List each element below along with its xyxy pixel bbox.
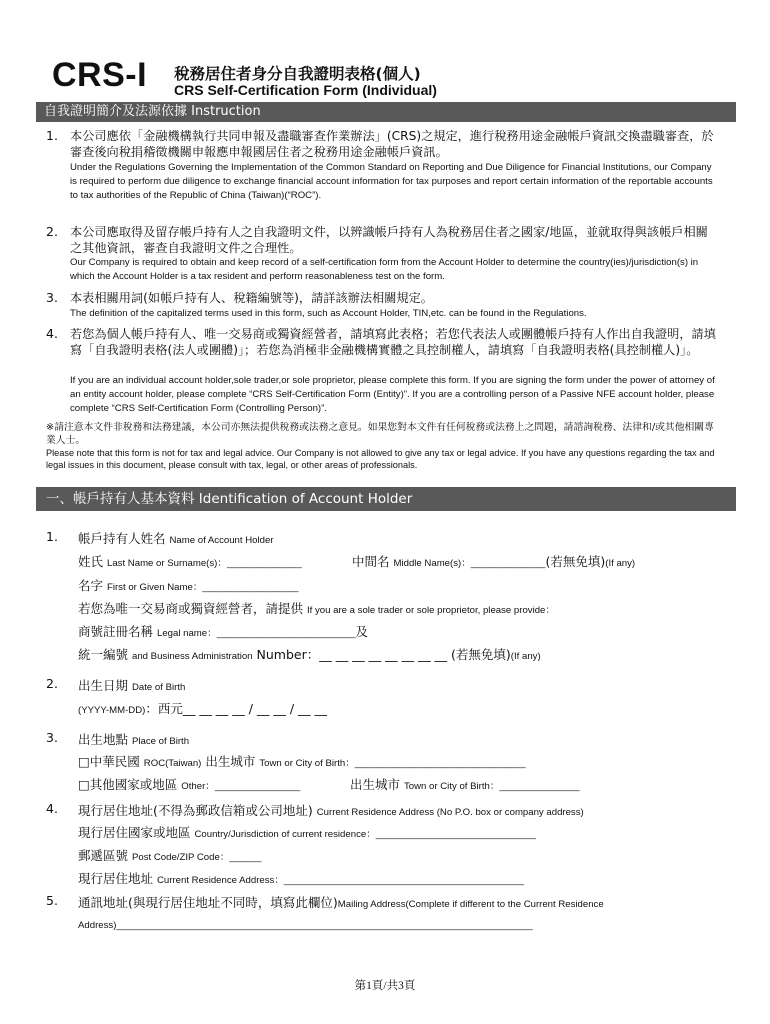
residence-address-field[interactable] [78,869,524,887]
mailing-address-field[interactable] [78,916,533,931]
instruction-header: 自我證明簡介及法源依據 Instruction [36,102,736,122]
instruction-item-1-en: Under the Regulations Governing the Implementation of the Common Standard on Reporting and Due Diligence for Financial Institutions, our Company is required to perform due diligence to exchange financial account information for tax purposes and report certain information of the reportable accounts to tax authorities of the Republic of China (Taiwan)(“ROC”). [70,162,713,201]
business-number-blank: Number：__ __ __ __ __ __ __ __ [256,647,448,662]
q2-number: 2. [46,676,58,691]
business-number-optional-zh: (若無免填) [451,647,511,662]
q3-number: 3. [46,730,58,745]
crs-logo: CRS-I [52,56,148,94]
residence-address-label-en: Current Residence Address：_____________________________________________ [157,875,525,886]
instruction-item-2-en: Our Company is required to obtain and keep record of a self-certification form from the Account Holder to determine the country(ies)/jurisdiction(s) in which the Account Holder is a tax resident and perform reasonableness test on the form. [70,257,699,282]
q2-label-en: Date of Birth [132,682,186,693]
legal-name-tail: 及 [355,624,368,639]
item-number: 3. [46,290,58,305]
q5-label-en: Mailing Address(Complete if different to the Current Residence [337,899,604,910]
date-of-birth-field[interactable] [78,699,327,717]
form-title-en: CRS Self-Certification Form (Individual) [174,82,437,98]
post-code-label-en: Post Code/ZIP Code：______ [132,852,262,863]
residence-country-field[interactable] [78,823,536,841]
roc-city-label-zh: 出生城市 [205,754,256,769]
middle-name-label-en: Middle Name(s)：______________ [393,558,546,569]
q2-label-zh: 出生日期 [78,678,129,693]
q4-label-en: Current Residence Address (No P.O. box or company address) [316,807,584,818]
page-number: 第1頁/共3頁 [354,980,416,992]
instruction-item-2-zh: 本公司應取得及留存帳戶持有人之自我證明文件，以辨識帳戶持有人為稅務居住者之國家/地區，並就取得與該帳戶相關之其他資訊，審查自我證明文件之合理性。 [70,225,708,255]
q1-label [78,529,274,547]
residence-address-label-zh: 現行居住地址 [78,871,154,886]
legal-name-field[interactable] [78,622,368,640]
birthplace-roc-option[interactable] [78,752,526,770]
item-number: 2. [46,224,58,239]
sole-trader-note [78,599,555,617]
middle-name-label-zh: 中間名 [352,554,390,569]
birthplace-other-option[interactable] [78,775,300,793]
section1-header: 一、帳戶持有人基本資料 Identification of Account Holder [36,487,736,511]
other-city-blank[interactable]: Town or City of Birth：_______________ [404,781,580,792]
roc-label-en: ROC(Taiwan) [143,758,202,769]
last-name-label-zh: 姓氏 [78,554,104,569]
q5-label-zh: 通訊地址(與現行居住地址不同時，填寫此欄位) [78,895,338,910]
other-city-field[interactable] [350,775,579,793]
legal-name-label-en: Legal name：__________________________ [157,628,356,639]
instruction-item-3-en: The definition of the capitalized terms used in this form, such as Account Holder, TIN,etc. can be found in the Regulations. [70,308,587,319]
post-code-field[interactable] [78,846,261,864]
legal-name-label-zh: 商號註冊名稱 [78,624,154,639]
item-number: 4. [46,326,58,341]
dob-blank: ：西元__ __ __ __ / __ __ / __ __ [145,701,328,716]
instruction-item-4-en: If you are an individual account holder,sole trader,or sole proprietor, please complete this form. If you are signing the form under the power of attorney of an entity account holder, please complete “CRS Self-Certification Form (Entity)”. If you are a controlling person of a Passive NFE account holder, please complete “CRS Self-Certification Form (Controlling Person)”. [70,375,715,414]
sole-trader-note-zh: 若您為唯一交易商或獨資經營者，請提供 [78,601,304,616]
instruction-item-3-zh: 本表相關用詞(如帳戶持有人、稅籍編號等)，請詳該辦法相關規定。 [70,291,433,305]
other-country-checkbox[interactable]: □其他國家或地區 [78,777,178,792]
q5-number: 5. [46,893,58,908]
first-name-field[interactable] [78,576,298,594]
q4-label [78,801,584,819]
last-name-label-en: Last Name or Surname(s)：______________ [107,558,302,569]
first-name-label-en: First or Given Name：__________________ [107,582,299,593]
instruction-item-4-zh: 若您為個人帳戶持有人、唯一交易商或獨資經營者，請填寫此表格；若您代表法人或團體帳戶持有人作出自我證明，請填寫「自我證明表格(法人或團體)」；若您為消極非金融機構實體之具控制權人，請填寫「自我證明表格(具控制權人)」。 [70,327,716,357]
mailing-address-blank[interactable]: Address)______________________________________________________________________________ [78,920,533,931]
business-number-optional-en: (If any) [510,651,541,662]
q2-label [78,676,185,694]
middle-name-optional-en: (If any) [605,558,636,569]
sole-trader-note-en: If you are a sole trader or sole proprietor, please provide： [307,605,555,616]
q3-label-en: Place of Birth [132,736,190,747]
form-title-zh: 稅務居住者身分自我證明表格(個人) [174,65,421,83]
instruction-item-1-zh: 本公司應依「金融機構執行共同申報及盡職審查作業辦法」(CRS)之規定，進行稅務用途金融帳戶資訊交換盡職審查，於審查後向稅捐稽徵機關申報應申報國居住者之稅務用途金融帳戶資訊。 [70,129,714,159]
post-code-label-zh: 郵遞區號 [78,848,129,863]
other-country-field[interactable]: Other：________________ [181,781,301,792]
business-number-field[interactable] [78,645,541,663]
business-number-label-en: and Business Administration [132,651,253,662]
disclaimer-zh: ※請注意本文件非稅務和法務建議，本公司亦無法提供稅務或法務之意見。如果您對本文件有任何稅務或法務上之問題，請諮詢稅務、法律和/或其他相關專業人士。 [46,422,714,446]
roc-checkbox[interactable]: □中華民國 [78,754,140,769]
q3-label-zh: 出生地點 [78,732,129,747]
q1-number: 1. [46,529,58,544]
residence-country-label-zh: 現行居住國家或地區 [78,825,191,840]
q4-label-zh: 現行居住地址(不得為郵政信箱或公司地址) [78,803,313,818]
q1-label-zh: 帳戶持有人姓名 [78,531,166,546]
first-name-label-zh: 名字 [78,578,104,593]
disclaimer-en: Please note that this form is not for tax and legal advice. Our Company is not allowed to give any tax or legal advice. If you have any questions regarding the tax and legal issues in this document, please consult with tax, legal, or other areas of professionals. [46,448,715,470]
middle-name-optional-zh: (若無免填) [545,554,606,569]
business-number-label-zh: 統一編號 [78,647,129,662]
q4-number: 4. [46,801,58,816]
other-city-label-zh: 出生城市 [350,777,401,792]
last-name-field[interactable] [78,552,302,570]
item-number: 1. [46,128,58,143]
residence-country-label-en: Country/Jurisdiction of current residence：______________________________ [194,829,536,840]
dob-format: (YYYY-MM-DD) [78,705,146,716]
q1-label-en: Name of Account Holder [169,535,274,546]
roc-city-field[interactable]: Town or City of Birth：________________________________ [259,758,526,769]
q3-label [78,730,189,748]
q5-label [78,893,604,911]
middle-name-field[interactable] [352,552,635,570]
